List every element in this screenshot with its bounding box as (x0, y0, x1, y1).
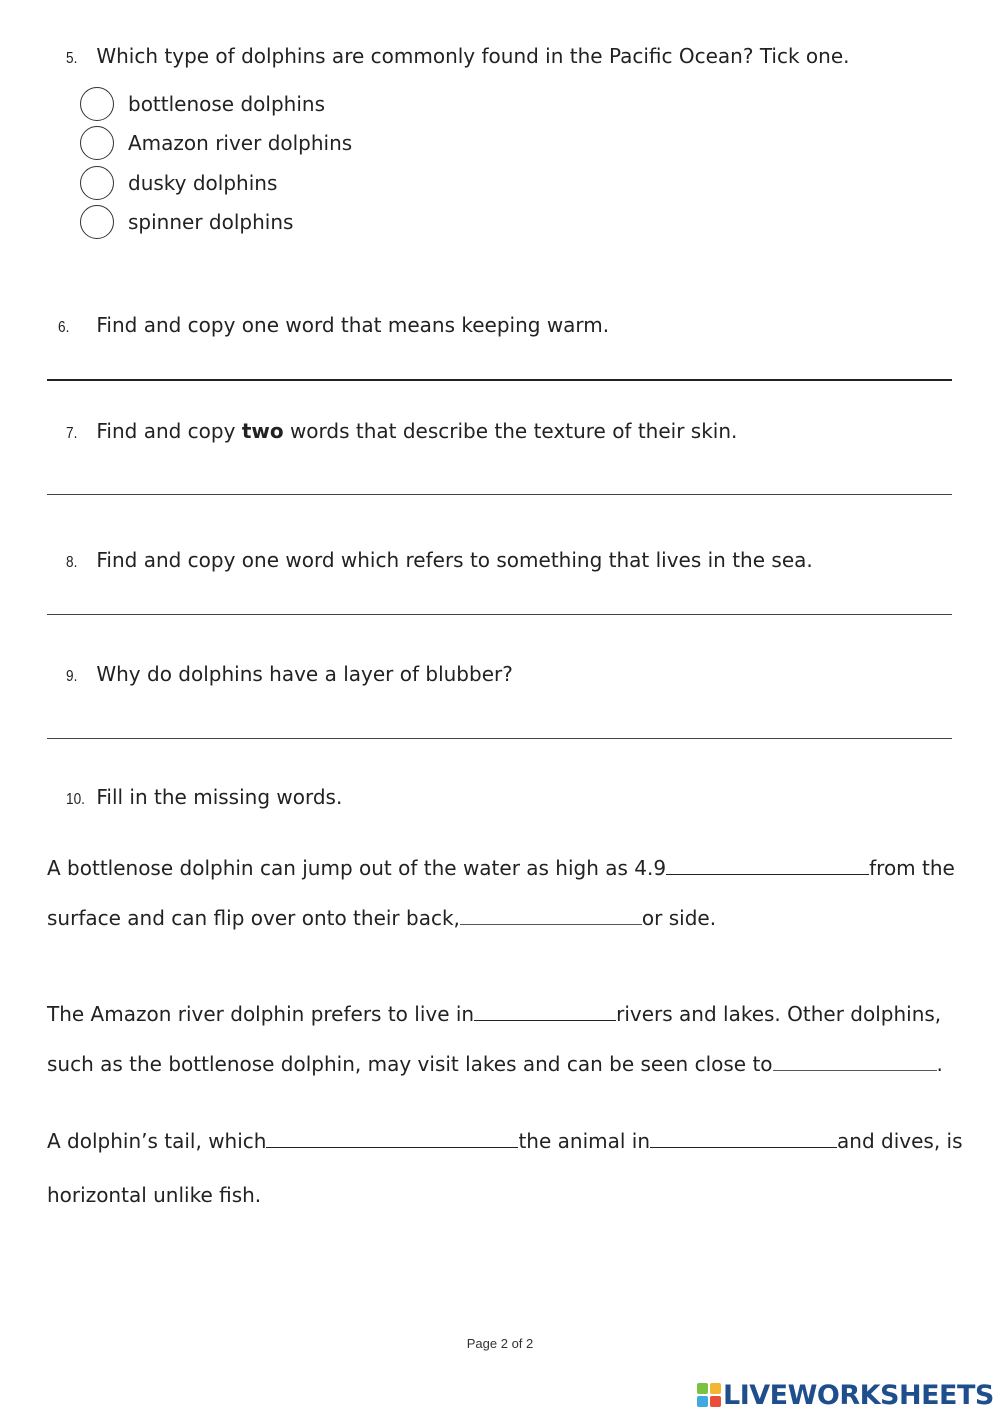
question-text: Find and copy one word that means keeping warm. (96, 313, 610, 337)
logo-tile (697, 1396, 708, 1407)
brand-logo (697, 1380, 994, 1410)
option-row[interactable] (80, 87, 325, 121)
question-6 (58, 313, 609, 340)
brand-wordmark: LIVEWORKSHEETS (723, 1379, 994, 1411)
question-number: 7. (66, 425, 78, 442)
passage-line (47, 855, 955, 880)
answer-line-q8[interactable] (47, 614, 952, 615)
liveworksheets-logo-icon (697, 1383, 721, 1407)
passage-text: and dives, is (837, 1129, 963, 1153)
option-radio[interactable] (80, 87, 114, 121)
passage-line (47, 1001, 941, 1026)
answer-line-q9[interactable] (47, 738, 952, 739)
passage-text: the animal in (518, 1129, 651, 1153)
passage-text: such as the bottlenose dolphin, may visit lakes and can be seen close to (47, 1052, 773, 1076)
question-text: Why do dolphins have a layer of blubber? (96, 662, 513, 686)
option-label: dusky dolphins (128, 171, 278, 195)
passage-line (47, 905, 716, 930)
option-radio[interactable] (80, 166, 114, 200)
blank-input[interactable] (460, 905, 642, 925)
option-row[interactable] (80, 205, 293, 239)
option-label: Amazon river dolphins (128, 131, 353, 155)
passage-text: surface and can flip over onto their back, (47, 906, 460, 930)
blank-input[interactable] (474, 1001, 616, 1021)
question-9 (66, 662, 513, 689)
logo-tile (710, 1383, 721, 1394)
question-number: 9. (66, 668, 78, 685)
option-row[interactable] (80, 126, 352, 160)
option-radio[interactable] (80, 126, 114, 160)
page-number: Page 2 of 2 (466, 1336, 534, 1351)
passage-line (47, 1128, 963, 1153)
question-text: Fill in the missing words. (96, 785, 343, 809)
question-text-part: words that describe the texture of their skin. (283, 419, 738, 443)
question-text: Which type of dolphins are commonly found in the Pacific Ocean? Tick one. (96, 44, 850, 68)
question-8 (66, 548, 813, 575)
option-label: bottlenose dolphins (128, 92, 325, 116)
question-number: 6. (58, 319, 70, 336)
passage-text: from the (869, 856, 955, 880)
question-number: 5. (66, 50, 78, 67)
question-number: 8. (66, 554, 78, 571)
logo-tile (710, 1396, 721, 1407)
question-5 (66, 44, 849, 71)
passage-text: horizontal unlike fish. (47, 1183, 262, 1207)
question-10 (66, 785, 342, 812)
option-row[interactable] (80, 166, 277, 200)
blank-input[interactable] (773, 1051, 937, 1071)
question-7 (66, 419, 737, 446)
blank-input[interactable] (266, 1128, 518, 1148)
answer-line-q6[interactable] (47, 379, 952, 381)
logo-tile (697, 1383, 708, 1394)
passage-line (47, 1183, 261, 1207)
passage-text: or side. (641, 906, 717, 930)
question-text-emphasis: two (241, 419, 284, 443)
passage-text: A bottlenose dolphin can jump out of the water as high as 4.9 (47, 856, 667, 880)
blank-input[interactable] (666, 855, 869, 875)
question-text: Find and copy one word which refers to something that lives in the sea. (96, 548, 813, 572)
option-label: spinner dolphins (128, 210, 294, 234)
passage-text: The Amazon river dolphin prefers to live in (47, 1002, 475, 1026)
option-radio[interactable] (80, 205, 114, 239)
question-text-part: Find and copy (96, 419, 242, 443)
question-text (96, 419, 737, 443)
passage-text: . (936, 1052, 943, 1076)
answer-line-q7[interactable] (47, 494, 952, 495)
passage-line (47, 1051, 943, 1076)
passage-text: rivers and lakes. Other dolphins, (616, 1002, 942, 1026)
question-number: 10. (66, 791, 85, 808)
blank-input[interactable] (650, 1128, 837, 1148)
passage-text: A dolphin’s tail, which (47, 1129, 267, 1153)
